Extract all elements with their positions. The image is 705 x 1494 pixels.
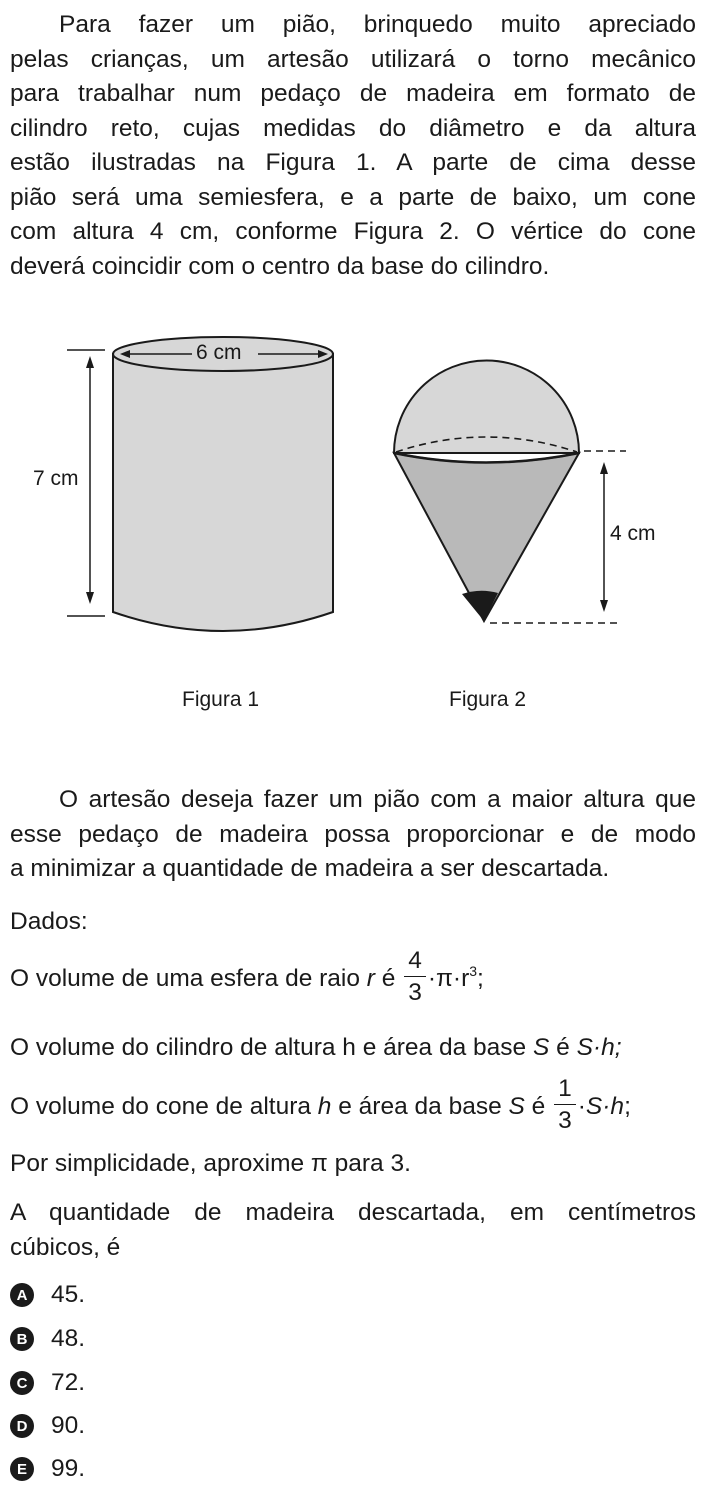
height-label: 7 cm	[33, 467, 79, 490]
cone-formula	[10, 1076, 631, 1139]
fraction-denominator: 3	[408, 979, 422, 1006]
option-text: 99.	[51, 1455, 86, 1482]
option-text: 90.	[51, 1412, 86, 1439]
intro-line: para trabalhar num pedaço de madeira em formato de	[10, 80, 696, 107]
cylinder-formula-prefix: O volume do cilindro de altura h e área da base	[10, 1034, 533, 1061]
option-text: 72.	[51, 1369, 86, 1396]
cone-formula-end: ;	[624, 1092, 631, 1120]
goal-line: a minimizar a quantidade de madeira a ser descartada.	[10, 855, 610, 882]
option-a[interactable]	[10, 1281, 85, 1309]
option-d[interactable]	[10, 1412, 85, 1440]
intro-line: pelas crianças, um artesão utilizará o torno mecânico	[10, 45, 696, 73]
sphere-formula-end: ;	[477, 964, 484, 992]
spinning-top-figure	[394, 361, 626, 624]
sphere-formula-exponent: 3	[469, 962, 478, 979]
option-e[interactable]	[10, 1455, 85, 1483]
simplification-note: Por simplicidade, aproxime π para 3.	[10, 1150, 411, 1177]
cylinder-formula-expr: S·h;	[576, 1034, 622, 1061]
option-b[interactable]	[10, 1325, 85, 1353]
figures-illustration	[0, 0, 705, 680]
intro-line: Para fazer um pião, brinquedo muito apreciado	[59, 11, 696, 38]
cone-formula-mid1: e área da base	[331, 1092, 509, 1120]
intro-line: estão ilustradas na Figura 1. A parte de cima desse	[10, 149, 696, 176]
cone-fraction	[554, 1074, 576, 1137]
fraction-numerator: 1	[554, 1074, 576, 1105]
cone-height-label: 4 cm	[610, 522, 656, 545]
cone-formula-prefix: O volume do cone de altura	[10, 1092, 318, 1120]
sphere-formula-mid: é	[374, 964, 403, 992]
option-letter-badge: C	[10, 1371, 34, 1395]
sphere-formula-prefix: O volume de uma esfera de raio	[10, 964, 367, 992]
cone-formula-var-h: h	[317, 1092, 332, 1120]
option-letter-badge: E	[10, 1457, 34, 1481]
fraction-numerator: 4	[404, 946, 426, 977]
question-line: A quantidade de madeira descartada, em centímetros	[10, 1199, 696, 1226]
intro-line: pião será uma semiesfera, e a parte de baixo, um cone	[10, 183, 696, 211]
fraction-denominator: 3	[558, 1107, 572, 1134]
goal-paragraph	[10, 783, 696, 887]
diameter-label: 6 cm	[196, 341, 242, 364]
cone-formula-mid2: é	[524, 1092, 553, 1120]
option-text: 48.	[51, 1325, 86, 1352]
question-line: cúbicos, é	[10, 1233, 121, 1261]
cone-formula-suffix: ·	[577, 1092, 586, 1120]
sphere-formula-suffix: ·π·r	[427, 964, 470, 992]
sphere-formula	[10, 948, 484, 1011]
goal-line: O artesão deseja fazer um pião com a maior altura que	[59, 786, 696, 813]
goal-line: esse pedaço de madeira possa proporcionar e de modo	[10, 820, 696, 848]
option-letter-badge: D	[10, 1414, 34, 1438]
cone-formula-var-s: S	[508, 1092, 525, 1120]
cone-formula-expr: S·h	[585, 1092, 625, 1120]
option-letter-badge: A	[10, 1283, 34, 1307]
intro-line: com altura 4 cm, conforme Figura 2. O vértice do cone	[10, 218, 696, 245]
data-heading: Dados:	[10, 908, 88, 935]
option-letter-badge: B	[10, 1327, 34, 1351]
cylinder-formula-mid: é	[549, 1034, 577, 1061]
sphere-formula-var: r	[366, 964, 375, 992]
question-text	[10, 1196, 696, 1265]
figure-1-caption: Figura 1	[182, 688, 260, 711]
sphere-fraction	[404, 946, 426, 1009]
cylinder-figure	[67, 337, 333, 631]
intro-line: cilindro reto, cujas medidas do diâmetro e da altura	[10, 114, 696, 142]
option-c[interactable]	[10, 1369, 85, 1397]
cylinder-formula	[10, 1034, 622, 1062]
cylinder-formula-var: S	[532, 1034, 550, 1061]
option-text: 45.	[51, 1281, 86, 1308]
figure-2-caption: Figura 2	[449, 688, 527, 711]
intro-line: deverá coincidir com o centro da base do cilindro.	[10, 252, 550, 280]
